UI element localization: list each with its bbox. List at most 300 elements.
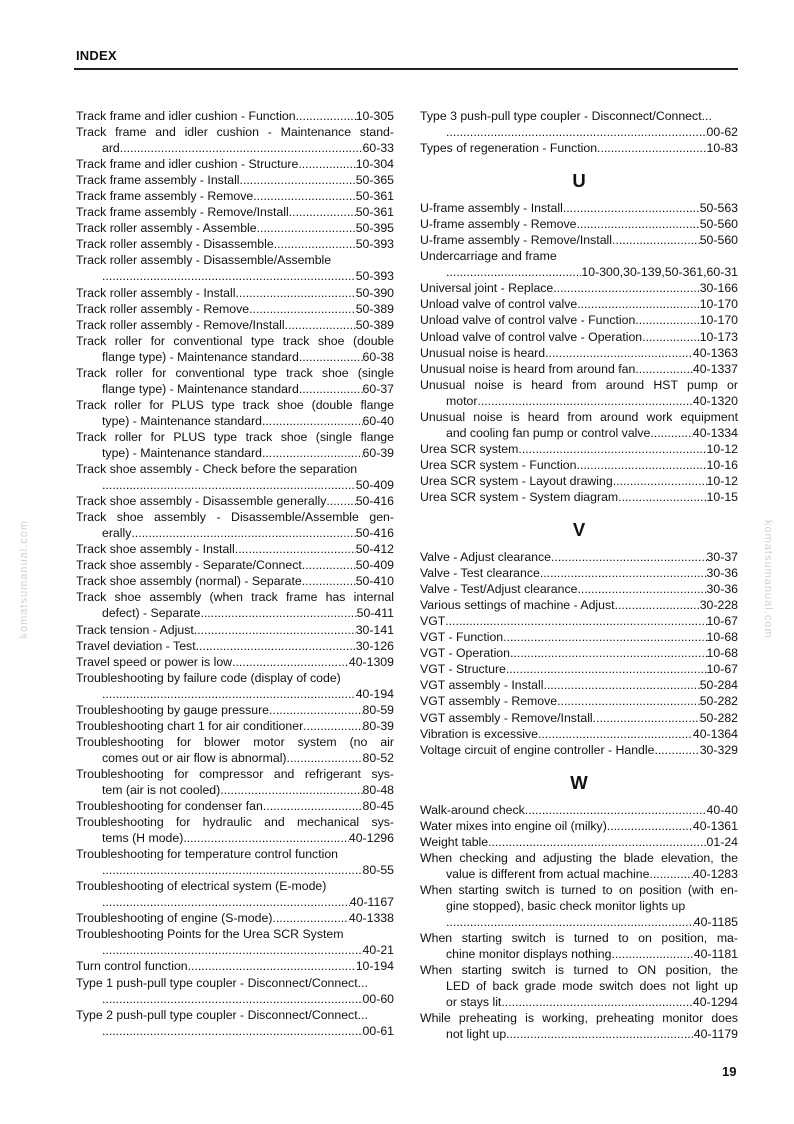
page-reference: 50-563 bbox=[699, 201, 738, 216]
entry-line bbox=[76, 140, 394, 156]
entry-text-line: Troubleshooting for compressor and refrigerant sys- bbox=[76, 766, 394, 781]
dot-leader bbox=[576, 216, 699, 232]
entry-line bbox=[76, 605, 394, 621]
page-reference: 10-173 bbox=[699, 329, 738, 344]
entry-text: or stays lit bbox=[446, 995, 502, 1010]
page-reference: 10-300,30-139,50-361,60-31 bbox=[581, 265, 738, 280]
entry-line bbox=[420, 914, 738, 930]
dot-leader bbox=[298, 156, 355, 172]
entry-line bbox=[420, 280, 738, 296]
dot-leader bbox=[553, 280, 699, 296]
page-reference: 10-12 bbox=[706, 441, 738, 456]
index-entry bbox=[76, 798, 394, 814]
index-entry bbox=[420, 597, 738, 613]
index-entry bbox=[76, 252, 394, 284]
dot-leader bbox=[220, 782, 362, 798]
entry-text: Unload valve of control valve - Function bbox=[420, 313, 636, 328]
page-reference: 10-67 bbox=[706, 662, 738, 677]
entry-line bbox=[420, 393, 738, 409]
index-entry bbox=[76, 461, 394, 493]
entry-text-line: Troubleshooting by failure code (display of code) bbox=[76, 670, 341, 685]
page-reference: 30-36 bbox=[706, 582, 738, 597]
entry-line bbox=[420, 742, 738, 758]
entry-text: Unload valve of control valve bbox=[420, 297, 578, 312]
entry-text-line: When starting switch is turned to ON position, the bbox=[420, 963, 738, 978]
index-entry bbox=[420, 818, 738, 834]
dot-leader bbox=[235, 541, 356, 557]
dot-leader bbox=[120, 140, 363, 156]
page-reference: 30-166 bbox=[699, 281, 738, 296]
entry-line bbox=[420, 726, 738, 742]
dot-leader bbox=[503, 629, 706, 645]
entry-text: Track frame and idler cushion - Function bbox=[76, 109, 296, 123]
page-reference: 30-126 bbox=[355, 638, 394, 653]
entry-text-line: Track roller for PLUS type track shoe (double flange bbox=[76, 397, 394, 412]
page-reference: 40-1337 bbox=[692, 361, 738, 376]
dot-leader bbox=[302, 573, 356, 589]
index-entry bbox=[76, 236, 394, 252]
entry-line bbox=[420, 345, 738, 361]
entry-text: U-frame assembly - Remove/Install bbox=[420, 233, 613, 248]
dot-leader bbox=[557, 693, 700, 709]
entry-line bbox=[76, 188, 394, 204]
index-entry bbox=[76, 622, 394, 638]
dot-leader bbox=[299, 381, 363, 397]
entry-line bbox=[420, 1026, 738, 1042]
entry-text: Weight table bbox=[420, 834, 489, 849]
index-entry bbox=[76, 926, 394, 958]
entry-line bbox=[76, 654, 394, 670]
page-reference: 50-412 bbox=[355, 542, 394, 557]
index-entry bbox=[420, 742, 738, 758]
entry-text: Urea SCR system - System diagram bbox=[420, 489, 619, 504]
entry-line bbox=[420, 140, 738, 156]
index-entry bbox=[76, 638, 394, 654]
page-reference: 30-329 bbox=[699, 742, 738, 757]
page-reference: 60-37 bbox=[362, 381, 394, 396]
page-reference: 40-1185 bbox=[693, 914, 738, 929]
index-entry bbox=[420, 581, 738, 597]
dot-leader bbox=[642, 329, 700, 345]
page-reference: 50-389 bbox=[355, 317, 394, 332]
index-entry bbox=[420, 441, 738, 457]
page-reference: 40-40 bbox=[706, 802, 738, 817]
entry-text: Track frame assembly - Remove bbox=[76, 189, 254, 204]
dot-leader bbox=[188, 958, 356, 974]
index-entry bbox=[76, 846, 394, 878]
watermark-right: komatsumanual.com bbox=[762, 520, 774, 639]
page-reference: 50-282 bbox=[699, 710, 738, 725]
entry-text: Track shoe assembly - Install bbox=[76, 542, 235, 557]
entry-text: Walk-around check bbox=[420, 802, 525, 817]
index-entry bbox=[420, 108, 738, 140]
entry-text: Travel speed or power is low bbox=[76, 654, 233, 669]
entry-text-line: gine stopped), basic check monitor lights up bbox=[446, 898, 686, 913]
entry-line bbox=[76, 349, 394, 365]
index-column-left bbox=[76, 108, 394, 1039]
index-entry bbox=[420, 200, 738, 216]
page-reference: 50-393 bbox=[355, 237, 394, 252]
index-entry bbox=[420, 473, 738, 489]
header-divider bbox=[74, 68, 738, 70]
entry-text: Track frame assembly - Install bbox=[76, 173, 240, 188]
dot-leader bbox=[506, 1026, 694, 1042]
entry-text-line: Track shoe assembly (when track frame has internal bbox=[76, 590, 394, 605]
page-reference: 50-409 bbox=[355, 558, 394, 573]
dot-leader bbox=[102, 686, 356, 702]
entry-text: not light up bbox=[446, 1027, 507, 1042]
page-reference: 40-1294 bbox=[692, 995, 738, 1010]
dot-leader bbox=[194, 622, 356, 638]
index-entry bbox=[420, 296, 738, 312]
index-entry bbox=[76, 493, 394, 509]
entry-line bbox=[76, 108, 394, 124]
entry-text: Track roller assembly - Remove/Install bbox=[76, 317, 285, 332]
index-entry bbox=[76, 124, 394, 156]
entry-text-line: Type 1 push-pull type coupler - Disconnect/Connect... bbox=[76, 975, 368, 990]
dot-leader bbox=[563, 200, 700, 216]
entry-text: VGT - Operation bbox=[420, 646, 510, 661]
entry-line bbox=[420, 200, 738, 216]
entry-line bbox=[76, 638, 394, 654]
entry-text: Valve - Test/Adjust clearance bbox=[420, 582, 578, 597]
entry-line bbox=[76, 220, 394, 236]
entry-text: VGT - Structure bbox=[420, 662, 506, 677]
dot-leader bbox=[299, 349, 363, 365]
entry-text: tems (H mode) bbox=[102, 831, 184, 846]
entry-text: defect) - Separate bbox=[102, 606, 201, 621]
entry-line bbox=[420, 834, 738, 850]
entry-line bbox=[76, 750, 394, 766]
page-reference: 40-1181 bbox=[693, 947, 738, 962]
entry-line bbox=[76, 268, 394, 284]
entry-text: Troubleshooting chart 1 for air conditioner bbox=[76, 718, 304, 733]
index-entry bbox=[420, 645, 738, 661]
dot-leader bbox=[235, 285, 355, 301]
page-reference: 80-45 bbox=[362, 799, 394, 814]
page-reference: 10-304 bbox=[355, 157, 394, 172]
page-reference: 40-1179 bbox=[693, 1027, 738, 1042]
page-reference: 10-83 bbox=[706, 141, 738, 156]
entry-text: Universal joint - Replace bbox=[420, 281, 554, 296]
entry-text: ard bbox=[102, 141, 120, 156]
entry-line bbox=[76, 573, 394, 589]
entry-text: Troubleshooting by gauge pressure bbox=[76, 702, 270, 717]
index-entry bbox=[420, 248, 738, 280]
watermark-left: komatsumanual.com bbox=[18, 520, 30, 639]
entry-line bbox=[420, 693, 738, 709]
entry-text-line: Track roller for conventional type track shoe (single bbox=[76, 365, 394, 380]
page-reference: 60-39 bbox=[362, 445, 394, 460]
entry-line bbox=[76, 1023, 394, 1039]
page-reference: 30-36 bbox=[706, 566, 738, 581]
index-entry bbox=[420, 726, 738, 742]
dot-leader bbox=[303, 718, 362, 734]
entry-text-line: While preheating is working, preheating monitor does bbox=[420, 1011, 738, 1026]
dot-leader bbox=[253, 188, 355, 204]
entry-text-line: Track roller for PLUS type track shoe (single flange bbox=[76, 429, 394, 444]
dot-leader bbox=[540, 565, 707, 581]
index-entry bbox=[420, 677, 738, 693]
index-entry bbox=[420, 312, 738, 328]
index-entry bbox=[420, 232, 738, 248]
dot-leader bbox=[650, 425, 692, 441]
entry-text: motor bbox=[446, 393, 478, 408]
dot-leader bbox=[612, 232, 700, 248]
page-reference: 40-1283 bbox=[692, 866, 738, 881]
dot-leader bbox=[262, 445, 363, 461]
section-letter: U bbox=[572, 170, 586, 192]
entry-line bbox=[420, 473, 738, 489]
entry-text-line: Track shoe assembly - Check before the separation bbox=[76, 462, 358, 477]
dot-leader bbox=[257, 220, 356, 236]
index-entry bbox=[76, 285, 394, 301]
entry-line bbox=[420, 661, 738, 677]
page-reference: 60-40 bbox=[362, 413, 394, 428]
entry-text-line: Unusual noise is heard from around HST pump or bbox=[420, 377, 738, 392]
entry-line bbox=[76, 958, 394, 974]
entry-line bbox=[76, 622, 394, 638]
entry-text: type) - Maintenance standard bbox=[102, 445, 262, 460]
page-reference: 80-39 bbox=[362, 718, 394, 733]
index-entry bbox=[420, 930, 738, 962]
index-entry bbox=[420, 377, 738, 409]
dot-leader bbox=[543, 677, 699, 693]
entry-text: Troubleshooting for condenser fan bbox=[76, 799, 263, 814]
dot-leader bbox=[518, 441, 706, 457]
entry-line bbox=[420, 549, 738, 565]
page-reference: 50-410 bbox=[355, 574, 394, 589]
dot-leader bbox=[200, 605, 356, 621]
page-reference: 00-61 bbox=[362, 1023, 394, 1038]
entry-text: Turn control function bbox=[76, 959, 188, 974]
dot-leader bbox=[525, 802, 707, 818]
entry-text: tem (air is not cooled) bbox=[102, 782, 221, 797]
page-reference: 40-1309 bbox=[348, 654, 394, 669]
entry-line bbox=[420, 818, 738, 834]
index-entry bbox=[76, 814, 394, 846]
page-reference: 10-15 bbox=[706, 489, 738, 504]
entry-line bbox=[76, 236, 394, 252]
page-reference: 60-33 bbox=[362, 141, 394, 156]
entry-line bbox=[76, 862, 394, 878]
page-reference: 10-68 bbox=[706, 646, 738, 661]
index-entry bbox=[420, 361, 738, 377]
entry-text: Track frame and idler cushion - Structure bbox=[76, 157, 299, 172]
section-letter: V bbox=[572, 519, 586, 541]
dot-leader bbox=[607, 818, 693, 834]
entry-line bbox=[420, 441, 738, 457]
index-entry bbox=[76, 188, 394, 204]
dot-leader bbox=[285, 317, 356, 333]
entry-line bbox=[420, 613, 738, 629]
entry-text: Track roller assembly - Install bbox=[76, 285, 236, 300]
entry-line bbox=[76, 894, 394, 910]
entry-text: Voltage circuit of engine controller - Handle bbox=[420, 742, 655, 757]
dot-leader bbox=[249, 301, 356, 317]
entry-line bbox=[76, 156, 394, 172]
dot-leader bbox=[649, 866, 692, 882]
page-reference: 40-1320 bbox=[692, 393, 738, 408]
entry-text-line: When starting switch is turned to on position, ma- bbox=[420, 931, 738, 946]
entry-line bbox=[420, 710, 738, 726]
dot-leader bbox=[274, 236, 356, 252]
page-reference: 80-55 bbox=[362, 863, 394, 878]
index-entry bbox=[76, 573, 394, 589]
index-entry bbox=[420, 661, 738, 677]
page-reference: 10-194 bbox=[355, 959, 394, 974]
entry-line bbox=[76, 830, 394, 846]
page-reference: 50-411 bbox=[356, 606, 394, 621]
dot-leader bbox=[263, 798, 363, 814]
index-entry bbox=[76, 1007, 394, 1039]
entry-line bbox=[420, 457, 738, 473]
page-reference: 50-409 bbox=[355, 478, 394, 493]
entry-text: Urea SCR system - Function bbox=[420, 457, 577, 472]
index-entry bbox=[420, 710, 738, 726]
page-reference: 40-1338 bbox=[348, 911, 394, 926]
entry-text-line: Track shoe assembly - Disassemble/Assemble gen- bbox=[76, 510, 394, 525]
dot-leader bbox=[240, 172, 356, 188]
index-entry bbox=[76, 654, 394, 670]
entry-line bbox=[76, 413, 394, 429]
entry-text: U-frame assembly - Install bbox=[420, 201, 563, 216]
dot-leader bbox=[577, 581, 706, 597]
dot-leader bbox=[196, 638, 356, 654]
entry-text: type) - Maintenance standard bbox=[102, 413, 262, 428]
index-entry bbox=[76, 509, 394, 541]
entry-line bbox=[420, 581, 738, 597]
dot-leader bbox=[510, 645, 707, 661]
page-reference: 50-416 bbox=[355, 526, 394, 541]
entry-text-line: Troubleshooting Points for the Urea SCR System bbox=[76, 927, 344, 942]
page-reference: 50-284 bbox=[699, 678, 738, 693]
dot-leader bbox=[577, 457, 707, 473]
index-entry bbox=[76, 220, 394, 236]
page-reference: 10-12 bbox=[706, 473, 738, 488]
dot-leader bbox=[635, 361, 693, 377]
page-reference: 80-48 bbox=[362, 782, 394, 797]
page-reference: 50-560 bbox=[699, 233, 738, 248]
entry-text: Track roller assembly - Remove bbox=[76, 301, 250, 316]
page-number: 19 bbox=[722, 1064, 737, 1079]
entry-line bbox=[420, 866, 738, 882]
entry-text: Unload valve of control valve - Operation bbox=[420, 329, 643, 344]
entry-text-line: Type 2 push-pull type coupler - Disconnect/Connect... bbox=[76, 1007, 368, 1022]
entry-line bbox=[420, 645, 738, 661]
index-entry bbox=[76, 702, 394, 718]
index-entry bbox=[76, 718, 394, 734]
entry-text: Urea SCR system - Layout drawing bbox=[420, 473, 613, 488]
index-entry bbox=[420, 613, 738, 629]
index-entry bbox=[76, 397, 394, 429]
index-entry bbox=[420, 409, 738, 441]
entry-line bbox=[76, 204, 394, 220]
index-entry bbox=[420, 629, 738, 645]
index-entry bbox=[420, 850, 738, 882]
index-entry bbox=[76, 333, 394, 365]
entry-text-line: Unusual noise is heard from around work equipment bbox=[420, 409, 738, 424]
page-reference: 80-59 bbox=[362, 702, 394, 717]
page-reference: 50-389 bbox=[355, 301, 394, 316]
index-entry bbox=[420, 549, 738, 565]
entry-text-line: Troubleshooting for temperature control function bbox=[76, 847, 339, 862]
index-entry bbox=[76, 670, 394, 702]
index-entry bbox=[76, 541, 394, 557]
entry-text-line: LED of back grade mode switch does not light up bbox=[446, 979, 738, 994]
dot-leader bbox=[272, 910, 348, 926]
page-reference: 40-1363 bbox=[692, 345, 738, 360]
entry-text: Valve - Test clearance bbox=[420, 566, 540, 581]
index-entry bbox=[420, 140, 738, 156]
dot-leader bbox=[102, 991, 363, 1007]
page-reference: 10-68 bbox=[706, 630, 738, 645]
entry-text-line: Undercarriage and frame bbox=[420, 249, 557, 264]
entry-line bbox=[420, 946, 738, 962]
page-reference: 50-416 bbox=[355, 494, 394, 509]
entry-text: VGT assembly - Install bbox=[420, 678, 544, 693]
page-reference: 10-67 bbox=[706, 614, 738, 629]
index-entry bbox=[420, 565, 738, 581]
dot-leader bbox=[232, 654, 349, 670]
index-entry bbox=[76, 365, 394, 397]
index-entry bbox=[76, 156, 394, 172]
page-reference: 50-393 bbox=[355, 269, 394, 284]
entry-text: U-frame assembly - Remove bbox=[420, 217, 577, 232]
entry-line bbox=[420, 312, 738, 328]
index-entry bbox=[420, 280, 738, 296]
index-entry bbox=[76, 301, 394, 317]
dot-leader bbox=[597, 140, 707, 156]
entry-line bbox=[420, 361, 738, 377]
page-reference: 80-52 bbox=[362, 750, 394, 765]
entry-text-line: Track roller assembly - Disassemble/Assemble bbox=[76, 253, 332, 268]
dot-leader bbox=[613, 473, 707, 489]
page-reference: 50-365 bbox=[355, 173, 394, 188]
entry-line bbox=[76, 798, 394, 814]
page-reference: 00-62 bbox=[706, 125, 738, 140]
entry-text-line: Troubleshooting for hydraulic and mechanical sys- bbox=[76, 815, 394, 830]
entry-text: Various settings of machine - Adjust bbox=[420, 598, 615, 613]
entry-text-line: When checking and adjusting the blade elevation, the bbox=[420, 850, 738, 865]
entry-line bbox=[420, 264, 738, 280]
index-entry bbox=[420, 329, 738, 345]
dot-leader bbox=[635, 312, 699, 328]
entry-line bbox=[76, 172, 394, 188]
page-reference: 40-1334 bbox=[692, 425, 738, 440]
entry-text: Unusual noise is heard from around fan bbox=[420, 361, 636, 376]
entry-text: comes out or air flow is abnormal) bbox=[102, 750, 287, 765]
entry-line bbox=[76, 477, 394, 493]
entry-text: value is different from actual machine bbox=[446, 866, 650, 881]
dot-leader bbox=[289, 204, 356, 220]
entry-line bbox=[76, 782, 394, 798]
entry-text: chine monitor displays nothing bbox=[446, 947, 612, 962]
page-reference: 40-1361 bbox=[692, 818, 738, 833]
entry-text-line: Troubleshooting for blower motor system (no air bbox=[76, 734, 394, 749]
page-reference: 50-361 bbox=[355, 189, 394, 204]
dot-leader bbox=[302, 557, 356, 573]
entry-line bbox=[420, 994, 738, 1010]
dot-leader bbox=[446, 914, 694, 930]
page-reference: 40-21 bbox=[362, 943, 394, 958]
entry-text: Track tension - Adjust bbox=[76, 622, 194, 637]
dot-leader bbox=[488, 834, 706, 850]
dot-leader bbox=[618, 489, 706, 505]
page-reference: 10-170 bbox=[699, 297, 738, 312]
index-entry bbox=[420, 216, 738, 232]
entry-text-line: Type 3 push-pull type coupler - Disconnect/Connect... bbox=[420, 109, 712, 123]
